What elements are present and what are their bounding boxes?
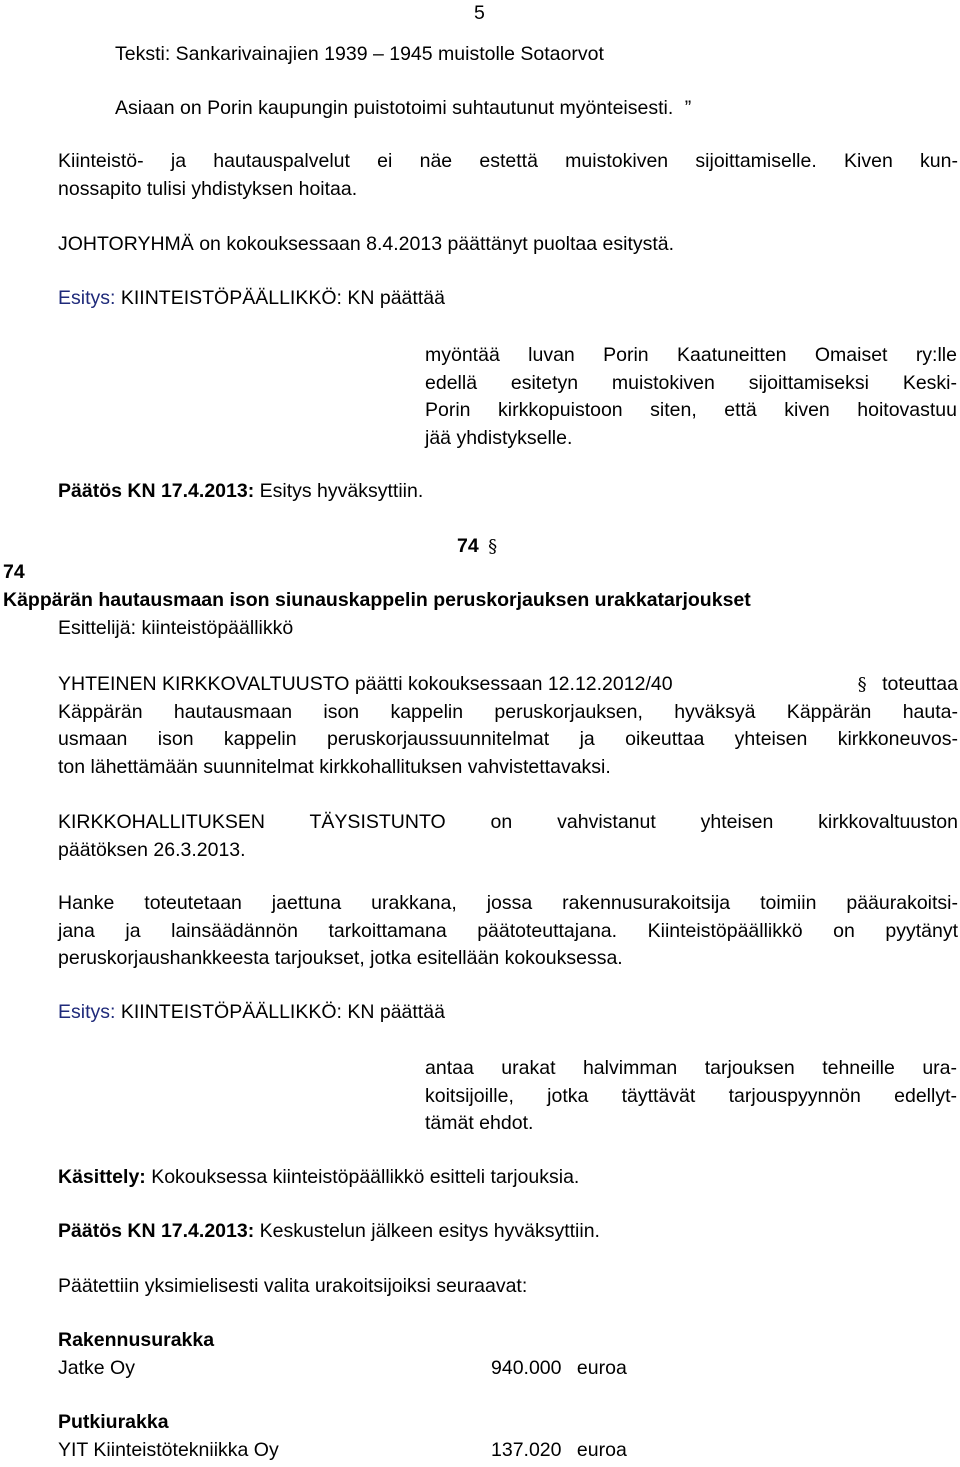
amount-value: 940.000 <box>491 1357 562 1379</box>
antaa-line-2: koitsijoille, jotka täyttävät tarjouspyynnön edellyt- <box>425 1084 957 1107</box>
amount-unit: euroa <box>576 1439 627 1461</box>
contract-amount-rakennus <box>491 1357 627 1380</box>
section-number: 74 <box>3 561 25 583</box>
paatos2-label: Päätös KN 17.4.2013: <box>58 1220 255 1242</box>
kirkkohallitus-paragraph <box>58 809 958 864</box>
contract-amount-putki <box>491 1439 627 1462</box>
section-center-number <box>457 535 497 558</box>
kasittely-text: Kokouksessa kiinteistöpäällikkö esitteli tarjouksia. <box>151 1166 580 1188</box>
myontaa-line-3: Porin kirkkopuistoon siten, että kiven hoitovastuu <box>425 399 957 421</box>
kirkkohallitus-line-2: päätöksen 26.3.2013. <box>58 838 246 861</box>
yhteinen-line-1-text: YHTEINEN KIRKKOVALTUUSTO päätti kokouksessaan 12.12.2012/40 <box>58 673 673 695</box>
esitys2-text: KIINTEISTÖPÄÄLLIKKÖ: KN päättää <box>120 1001 445 1023</box>
hanke-line-1: Hanke toteutetaan jaettuna urakkana, jossa rakennusurakoitsija toimiin pääurakoitsi- <box>58 892 958 914</box>
hanke-paragraph <box>58 890 958 973</box>
yhteinen-line-1 <box>58 671 958 699</box>
section-number-text: 74 <box>457 535 479 557</box>
esittelija-label: Esittelijä: <box>58 617 137 639</box>
paatos-text: Esitys hyväksyttiin. <box>259 480 424 502</box>
amount-value: 137.020 <box>491 1439 562 1461</box>
section-sign-icon: § <box>488 536 498 557</box>
paatos-label: Päätös KN 17.4.2013: <box>58 480 255 502</box>
yhteinen-line-2: Käppärän hautausmaan ison kappelin peruskorjauksen, hyväksyä Käppärän hauta- <box>58 700 958 723</box>
kiinteisto-line-1: Kiinteistö- ja hautauspalvelut ei näe estettä muistokiven sijoittamiselle. Kiven kun- <box>58 150 958 172</box>
paatos2-line <box>58 1220 600 1243</box>
kasittely-label: Käsittely: <box>58 1166 146 1188</box>
esitys-heading <box>58 287 445 310</box>
yhteinen-paragraph <box>58 671 958 781</box>
yhteinen-line-1-end <box>858 671 958 699</box>
myontaa-line-4: jää yhdistykselle. <box>425 426 573 449</box>
contract-heading-rakennus: Rakennusurakka <box>58 1329 215 1351</box>
yhteinen-line-3: usmaan ison kappelin peruskorjaussuunnitelmat ja oikeuttaa yhteisen kirkkoneuvos- <box>58 728 958 750</box>
kasittely-line <box>58 1166 579 1189</box>
closing-quote-mark: ” <box>684 97 692 119</box>
kiinteisto-line-2: nossapito tulisi yhdistyksen hoitaa. <box>58 177 358 200</box>
paatos2-text: Keskustelun jälkeen esitys hyväksyttiin. <box>259 1220 600 1242</box>
teksti-line: Teksti: Sankarivainajien 1939 – 1945 muistolle Sotaorvot <box>115 43 604 65</box>
kiinteisto-paragraph <box>58 148 958 203</box>
yhteinen-toteuttaa: toteuttaa <box>882 673 958 695</box>
esitys-label: Esitys: <box>58 287 116 309</box>
esitys2-label: Esitys: <box>58 1001 116 1023</box>
johtoryhma-line: JOHTORYHMÄ on kokouksessaan 8.4.2013 päättänyt puoltaa esitystä. <box>58 233 675 255</box>
myontaa-line-1: myöntää luvan Porin Kaatuneitten Omaiset ry:lle <box>425 344 957 366</box>
yhteinen-line-4: ton lähettämään suunnitelmat kirkkohallituksen vahvistettavaksi. <box>58 755 611 778</box>
asiaan-line <box>115 97 691 120</box>
esittelija-text: kiinteistöpäällikkö <box>141 617 294 639</box>
antaa-line-3: tämät ehdot. <box>425 1112 534 1134</box>
hanke-line-2: jana ja lainsäädännön tarkoittamana päätoteuttajana. Kiinteistöpäällikkö on pyytänyt <box>58 919 958 942</box>
amount-unit: euroa <box>576 1357 627 1379</box>
page-number: 5 <box>474 2 485 24</box>
contract-heading-putki: Putkiurakka <box>58 1411 169 1433</box>
paatos-line <box>58 480 423 503</box>
asiaan-text: Asiaan on Porin kaupungin puistotoimi suhtautunut myönteisesti. <box>115 97 674 119</box>
esitys2-heading <box>58 1001 445 1024</box>
section-sign-icon: § <box>857 674 867 695</box>
hanke-line-3: peruskorjaushankkeesta tarjoukset, jotka esitellään kokouksessa. <box>58 947 623 969</box>
esitys-text: KIINTEISTÖPÄÄLLIKKÖ: KN päättää <box>120 287 445 309</box>
section-title: Käppärän hautausmaan ison siunauskappelin peruskorjauksen urakkatarjoukset <box>3 589 751 611</box>
kirkkohallitus-line-1: KIRKKOHALLITUKSEN TÄYSISTUNTO on vahvistanut yhteisen kirkkovaltuuston <box>58 811 958 833</box>
antaa-line-1: antaa urakat halvimman tarjouksen tehneille ura- <box>425 1057 957 1079</box>
contract-company-rakennus: Jatke Oy <box>58 1357 135 1379</box>
contract-company-putki: YIT Kiinteistötekniikka Oy <box>58 1439 279 1461</box>
myontaa-line-2: edellä esitetyn muistokiven sijoittamiseksi Keski- <box>425 371 957 394</box>
antaa-paragraph <box>425 1055 957 1138</box>
myontaa-paragraph <box>425 342 957 452</box>
esittelija-line <box>58 617 293 640</box>
paatettiin-line: Päätettiin yksimielisesti valita urakoitsijoiksi seuraavat: <box>58 1275 528 1297</box>
